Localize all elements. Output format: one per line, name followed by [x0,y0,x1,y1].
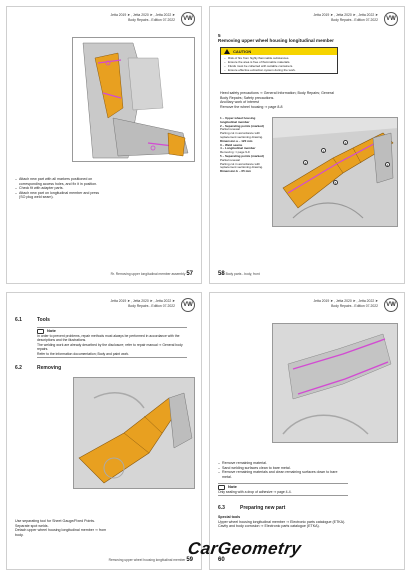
section-preparing-new-part: 6.3 Preparing new part [218,505,286,511]
caution-box [220,47,338,74]
vw-logo-icon: VW [181,12,195,26]
page-footer: 60 [218,557,225,563]
figure-longitudinal-member [72,37,195,162]
section-removing: 6.2 Removing [15,365,62,371]
note-box: Note In order to prevent problems, repair methods must always be performed in accordance with the descriptions and the illustrations. The welding work are already described by the disclosure; refer to repair manual ⇒ General body repairs. Refer to the information documentation; Body and paint work. [37,327,187,358]
vw-logo-icon: VW [384,298,398,312]
legend-side-items: 1 – Upper wheel housing longitudinal member 2 – Separating points (marked) Partial renewal Parting cut in accordance with replacement sectioning drawing. Dimension a ~ 120 mm 3 – Weld seams 4 – Longitudinal member Removing ⇒ page 9-9 5 – Separating points (marked) Partial renewal Parting cut in accordance with replacement sectioning drawing. Dimension b ~ 65 mm [220,116,264,174]
callout-5: 5 [334,181,337,185]
page-header: Jetta 2019 ➤ , Jetta 2020 ➤ , Jetta 2022 ➤ Body Repairs - Edition 07.2022 [110,13,175,22]
special-tools: Special tools Upper wheel housing longitudinal member ⇒ Electronic parts catalogue (ETKA). Cavity and body corrosion ⇒ Electronic parts catalogue (ETKA). [218,515,346,529]
vw-logo-icon: VW [384,12,398,26]
figure-drawing [273,118,398,227]
section-heading: 5Removing upper wheel housing longitudinal member [218,33,334,44]
figure-wheel-housing [272,117,398,227]
warning-triangle-icon [224,49,230,54]
ref-lines: Heed safety precautions ⇒ General Information; Body Repairs; General Body Repairs; Safety precautions. Ancillary work of interest Remove the wheel housing ⇒ page 8-8 [220,91,334,109]
page-58 [209,6,405,284]
page-57 [6,6,202,284]
page-60 [209,292,405,570]
figure-wheel-housing-removed [272,323,398,443]
figure-removing [73,377,195,489]
callout-2: 2 [304,161,307,165]
figure-drawing [273,324,398,443]
page-59 [6,292,202,570]
page-footer: 58 Body parts - body, front [218,271,260,277]
page-header: Jetta 2019 ➤ , Jetta 2020 ➤ , Jetta 2022 ➤ Body Repairs - Edition 07.2022 [313,13,378,22]
note-box: Note Only sealing with a drop of adhesive ⇒ page 4-4. [218,483,348,496]
figure-drawing [74,378,195,489]
callout-3: 3 [344,141,347,145]
page-header: Jetta 2019 ➤ , Jetta 2020 ➤ , Jetta 2022 ➤ Body Repairs - Edition 07.2022 [313,299,378,308]
page-header: Jetta 2019 ➤ , Jetta 2020 ➤ , Jetta 2022 ➤ Body Repairs - Edition 07.2022 [110,299,175,308]
callout-4: 4 [386,163,389,167]
removing-steps: Use separating tool for Sheet Gauge/Fixed Points. Separate spot welds. Detach upper wheel housing longitudinal member ⇒ from body. [15,519,107,537]
caution-header: CAUTION [221,48,337,55]
cargeometry-watermark: CarGeometry [186,539,303,558]
section-tools: 6.1 Tools [15,317,50,323]
page60-steps: – Remove remaining material. – Sand welding surfaces clean to bare metal. – Remove remaining materials and clean remaining surfaces down to bare metal. [218,461,338,479]
callout-1: 1 [322,149,325,153]
page-footer: Rr. Removing upper longitudinal member assembly 57 [110,271,193,277]
figure-drawing [73,38,195,162]
page-footer: Removing upper wheel housing longitudinal member 59 [108,557,193,563]
caution-body: – Risk of fire from highly flammable substances. – Ensure the area is free of flammable materials. – Fluids must be collected with suitable containers. – Ensure effective extraction system during the work. [221,55,337,73]
vw-logo-icon: VW [181,298,195,312]
page57-steps: – Attach new part with all markers positioned on corresponding access holes, and fix it in position. – Check fit with adapter parts. – Attach new part on longitudinal member and press (SO plug weld seam). [15,177,105,200]
